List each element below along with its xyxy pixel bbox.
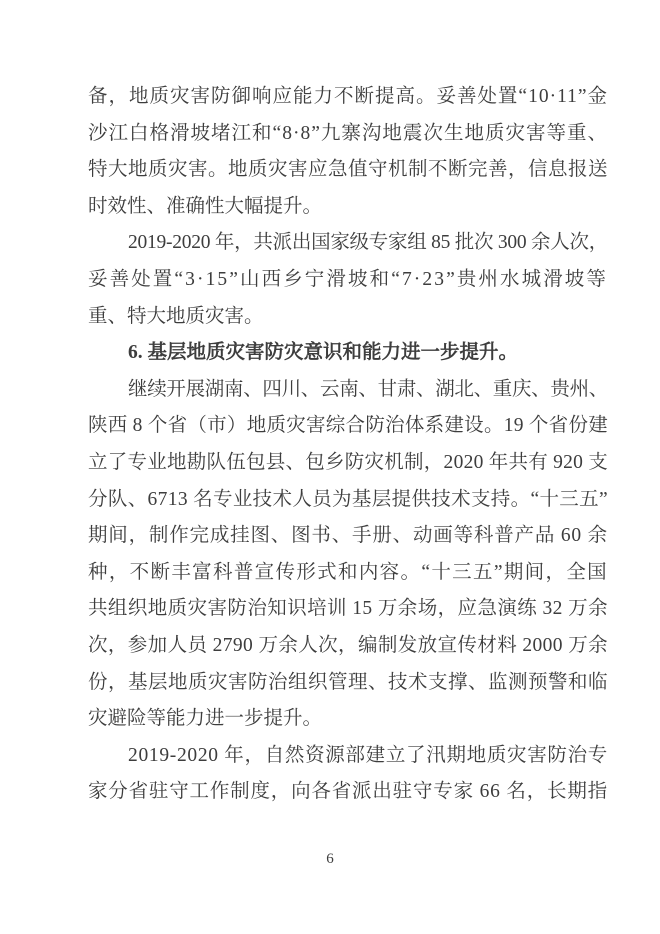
text-line-content: 重、特大地质灾害。 bbox=[88, 305, 264, 327]
text-line-content: 备，地质灾害防御响应能力不断提高。妥善处置“10·11”金 bbox=[88, 86, 608, 107]
text-line bbox=[88, 628, 608, 665]
text-line-content: 特大地质灾害。地质灾害应急值守机制不断完善，信息报送 bbox=[88, 159, 608, 181]
text-line bbox=[88, 701, 608, 738]
text-line-content: 2019-2020 年，自然资源部建立了汛期地质灾害防治专 bbox=[128, 744, 608, 766]
heading-line bbox=[88, 335, 608, 372]
text-line-content: 灾避险等能力进一步提升。 bbox=[88, 708, 323, 730]
text-line-content: 沙江白格滑坡堵江和“8·8”九寨沟地震次生地质灾害等重、 bbox=[88, 122, 608, 144]
text-line bbox=[88, 555, 608, 592]
text-line-content: 6. 基层地质灾害防灾意识和能力进一步提升。 bbox=[128, 342, 519, 364]
text-line bbox=[88, 372, 608, 409]
text-line-content: 次，参加人员 2790 万余人次，编制发放宣传材料 2000 万余 bbox=[88, 634, 608, 656]
text-line-content: 共组织地质灾害防治知识培训 15 万余场，应急演练 32 万余 bbox=[88, 598, 608, 620]
text-line bbox=[88, 408, 608, 445]
text-line bbox=[88, 262, 608, 299]
text-line bbox=[88, 482, 608, 519]
page-number: 6 bbox=[326, 851, 334, 867]
text-line-content: 期间，制作完成挂图、图书、手册、动画等科普产品 60 余 bbox=[88, 525, 608, 547]
text-line bbox=[88, 79, 608, 116]
text-line bbox=[88, 445, 608, 482]
text-line bbox=[88, 152, 608, 189]
body-text bbox=[88, 79, 608, 811]
text-line-content: 2019-2020 年，共派出国家级专家组 85 批次 300 余人次， bbox=[128, 232, 608, 254]
text-line bbox=[88, 299, 608, 336]
text-line-content: 家分省驻守工作制度，向各省派出驻守专家 66 名，长期指 bbox=[88, 781, 608, 803]
text-line bbox=[88, 225, 608, 262]
text-line bbox=[88, 738, 608, 775]
text-line bbox=[88, 774, 608, 811]
text-line bbox=[88, 189, 608, 226]
text-line-content: 立了专业地勘队伍包县、包乡防灾机制，2020 年共有 920 支 bbox=[88, 451, 608, 473]
text-line bbox=[88, 518, 608, 555]
text-line-content: 妥善处置“3·15”山西乡宁滑坡和“7·23”贵州水城滑坡等 bbox=[88, 268, 608, 290]
text-line-content: 继续开展湖南、四川、云南、甘肃、湖北、重庆、贵州、 bbox=[128, 378, 608, 400]
text-line-content: 陕西 8 个省（市）地质灾害综合防治体系建设。19 个省份建 bbox=[88, 415, 608, 437]
text-line bbox=[88, 665, 608, 702]
text-line-content: 分队、6713 名专业技术人员为基层提供技术支持。“十三五” bbox=[88, 488, 608, 510]
text-line-content: 种，不断丰富科普宣传形式和内容。“十三五”期间，全国 bbox=[88, 561, 608, 583]
text-line-content: 时效性、准确性大幅提升。 bbox=[88, 195, 323, 217]
text-line bbox=[88, 116, 608, 153]
text-line-content: 份，基层地质灾害防治组织管理、技术支撑、监测预警和临 bbox=[88, 671, 608, 693]
text-line bbox=[88, 591, 608, 628]
